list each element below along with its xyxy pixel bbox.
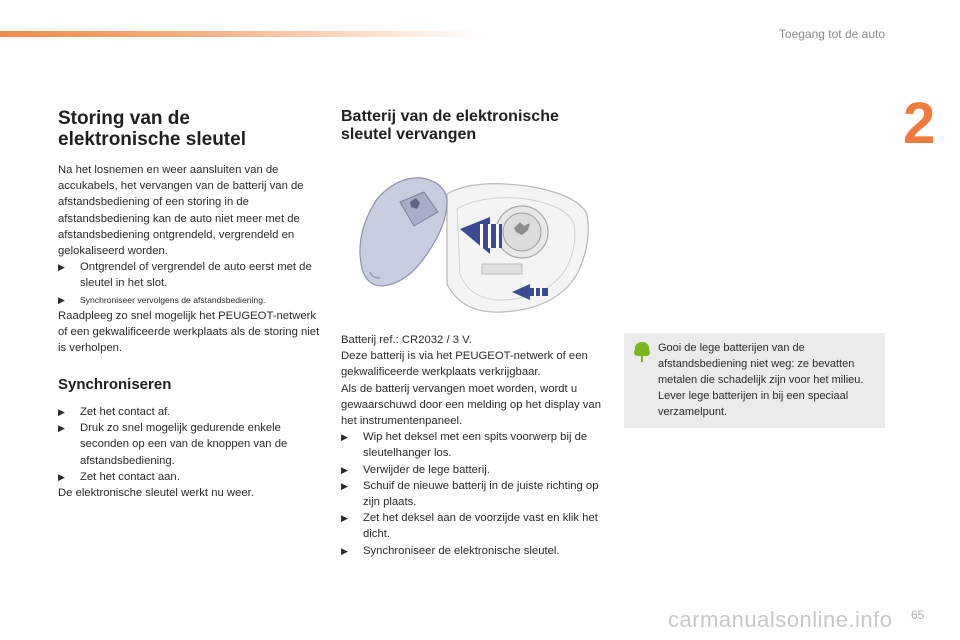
environment-note [624,333,885,428]
sync-bullets [58,404,320,485]
list-item: ▶ Zet het deksel aan de voorzijde vast en klik het dicht. [341,512,598,541]
chapter-number: 2 [903,91,936,156]
bullet-icon: ▶ [58,423,65,434]
bullet-icon: ▶ [341,513,348,524]
key-battery-illustration [352,174,594,314]
fault-title: Storing van de elektronische sleutel [58,108,246,150]
fault-intro: Na het losnemen en weer aansluiten van de accukabels, het vervangen van de batterij van de afstandsbediening of een storing in de afstandsbediening kan de auto niet meer met de afstandsbediening ontgrendeld, vergrendeld en gelokaliseerd worden. [58,164,304,258]
bullet-icon: ▶ [341,480,348,491]
bullet-icon: ▶ [341,545,348,556]
list-item: ▶ Druk zo snel mogelijk gedurende enkele seconden op een van de knoppen van de afstandsbediening. [58,422,288,467]
fault-bullets [58,259,320,308]
battery-warning: Als de batterij vervangen moet worden, wordt u gewaarschuwd door een melding op het display van het instrumentenpaneel. [341,382,601,428]
sync-outro: De elektronische sleutel werkt nu weer. [58,487,254,500]
bullet-icon: ▶ [341,432,348,443]
sync-section [58,376,320,501]
battery-title: Batterij van de elektronische sleutel vervangen [341,108,559,143]
header-accent-bar [0,31,480,37]
battery-availability: Deze batterij is via het PEUGEOT-netwerk of een gekwalificeerde werkplaats verkrijgbaar. [341,350,588,379]
battery-ref: Batterij ref.: CR2032 / 3 V. [341,334,472,346]
battery-header [341,108,606,144]
list-item: ▶ Synchroniseer de elektronische sleutel. [341,543,606,559]
watermark: carmanualsonline.info [668,607,893,632]
list-item: ▶ Synchroniseer vervolgens de afstandsbediening. [58,292,320,308]
section-header: Toegang tot de auto [778,27,885,41]
list-item: ▶ Ontgrendel of vergrendel de auto eerst met de sleutel in het slot. [58,261,312,290]
sync-title: Synchroniseren [58,376,172,393]
list-item: ▶ Zet het contact aan. [58,469,320,485]
bullet-icon: ▶ [341,464,348,475]
bullet-icon: ▶ [58,294,65,305]
bullet-icon: ▶ [58,471,65,482]
bullet-icon: ▶ [58,262,65,273]
note-text: Gooi de lege batterijen van de afstandsbediening niet weg: ze bevatten metalen die schadelijk zijn voor het milieu. Lever lege batterijen in bij een speciaal verzamelpunt. [658,342,864,418]
battery-body [341,332,606,559]
list-item: ▶ Verwijder de lege batterij. [341,462,606,478]
bullet-icon: ▶ [58,407,65,417]
fault-outro: Raadpleeg zo snel mogelijk het PEUGEOT-netwerk of een gekwalificeerde werkplaats als de storing niet is verholpen. [58,309,320,355]
list-item: ▶ Wip het deksel met een spits voorwerp bij de sleutelhanger los. [341,431,588,460]
tree-icon [632,341,652,363]
page-number: 65 [911,608,925,622]
battery-steps [341,429,606,559]
list-item: ▶ Zet het contact af. [58,404,320,420]
left-column [58,108,320,356]
list-item: ▶ Schuif de nieuwe batterij in de juiste richting op zijn plaats. [341,479,599,509]
